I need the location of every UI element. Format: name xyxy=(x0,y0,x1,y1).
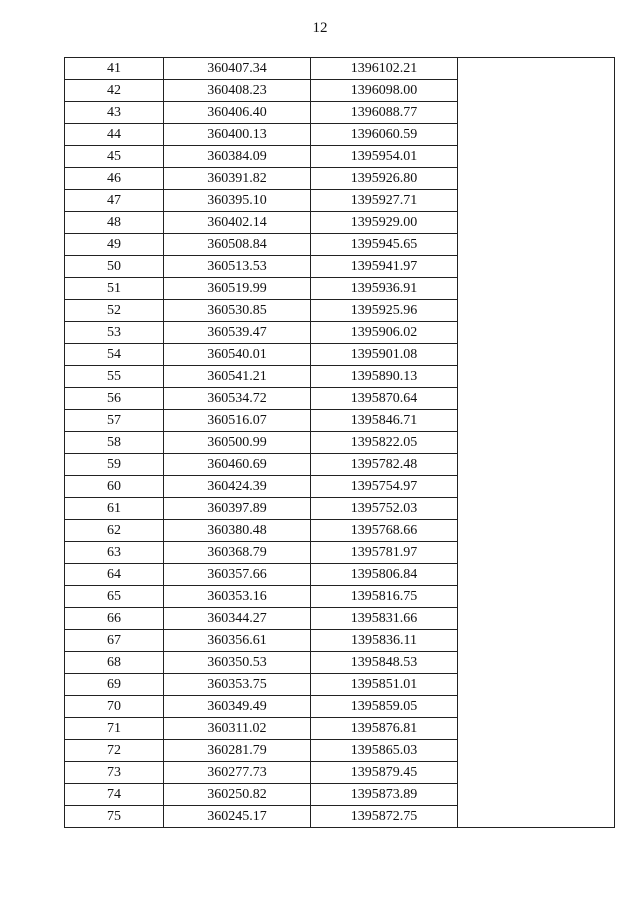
point-number-cell: 71 xyxy=(65,718,164,740)
point-number-cell: 65 xyxy=(65,586,164,608)
x-coordinate-cell: 360344.27 xyxy=(164,608,311,630)
point-number-cell: 75 xyxy=(65,806,164,828)
point-number-cell: 66 xyxy=(65,608,164,630)
x-coordinate-cell: 360402.14 xyxy=(164,212,311,234)
point-number-cell: 69 xyxy=(65,674,164,696)
x-coordinate-cell: 360397.89 xyxy=(164,498,311,520)
y-coordinate-cell: 1395754.97 xyxy=(311,476,458,498)
point-number-cell: 50 xyxy=(65,256,164,278)
x-coordinate-cell: 360311.02 xyxy=(164,718,311,740)
x-coordinate-cell: 360350.53 xyxy=(164,652,311,674)
point-number-cell: 59 xyxy=(65,454,164,476)
point-number-cell: 73 xyxy=(65,762,164,784)
point-number-cell: 57 xyxy=(65,410,164,432)
point-number-cell: 43 xyxy=(65,102,164,124)
x-coordinate-cell: 360281.79 xyxy=(164,740,311,762)
point-number-cell: 64 xyxy=(65,564,164,586)
x-coordinate-cell: 360407.34 xyxy=(164,58,311,80)
y-coordinate-cell: 1395906.02 xyxy=(311,322,458,344)
y-coordinate-cell: 1396098.00 xyxy=(311,80,458,102)
point-number-cell: 44 xyxy=(65,124,164,146)
point-number-cell: 49 xyxy=(65,234,164,256)
x-coordinate-cell: 360406.40 xyxy=(164,102,311,124)
point-number-cell: 42 xyxy=(65,80,164,102)
x-coordinate-cell: 360534.72 xyxy=(164,388,311,410)
x-coordinate-cell: 360277.73 xyxy=(164,762,311,784)
point-number-cell: 72 xyxy=(65,740,164,762)
point-number-cell: 53 xyxy=(65,322,164,344)
x-coordinate-cell: 360349.49 xyxy=(164,696,311,718)
x-coordinate-cell: 360540.01 xyxy=(164,344,311,366)
point-number-cell: 55 xyxy=(65,366,164,388)
point-number-cell: 56 xyxy=(65,388,164,410)
x-coordinate-cell: 360353.16 xyxy=(164,586,311,608)
y-coordinate-cell: 1395768.66 xyxy=(311,520,458,542)
point-number-cell: 48 xyxy=(65,212,164,234)
y-coordinate-cell: 1395781.97 xyxy=(311,542,458,564)
y-coordinate-cell: 1395870.64 xyxy=(311,388,458,410)
point-number-cell: 70 xyxy=(65,696,164,718)
point-number-cell: 68 xyxy=(65,652,164,674)
y-coordinate-cell: 1396102.21 xyxy=(311,58,458,80)
y-coordinate-cell: 1395831.66 xyxy=(311,608,458,630)
y-coordinate-cell: 1395890.13 xyxy=(311,366,458,388)
y-coordinate-cell: 1395816.75 xyxy=(311,586,458,608)
y-coordinate-cell: 1396088.77 xyxy=(311,102,458,124)
x-coordinate-cell: 360424.39 xyxy=(164,476,311,498)
x-coordinate-cell: 360541.21 xyxy=(164,366,311,388)
y-coordinate-cell: 1395851.01 xyxy=(311,674,458,696)
y-coordinate-cell: 1395936.91 xyxy=(311,278,458,300)
point-number-cell: 74 xyxy=(65,784,164,806)
y-coordinate-cell: 1395941.97 xyxy=(311,256,458,278)
x-coordinate-cell: 360384.09 xyxy=(164,146,311,168)
point-number-cell: 63 xyxy=(65,542,164,564)
coordinates-table xyxy=(64,57,615,828)
y-coordinate-cell: 1395806.84 xyxy=(311,564,458,586)
y-coordinate-cell: 1395873.89 xyxy=(311,784,458,806)
y-coordinate-cell: 1395954.01 xyxy=(311,146,458,168)
table-row xyxy=(65,58,615,80)
x-coordinate-cell: 360539.47 xyxy=(164,322,311,344)
point-number-cell: 61 xyxy=(65,498,164,520)
x-coordinate-cell: 360460.69 xyxy=(164,454,311,476)
x-coordinate-cell: 360391.82 xyxy=(164,168,311,190)
y-coordinate-cell: 1396060.59 xyxy=(311,124,458,146)
y-coordinate-cell: 1395872.75 xyxy=(311,806,458,828)
y-coordinate-cell: 1395782.48 xyxy=(311,454,458,476)
x-coordinate-cell: 360245.17 xyxy=(164,806,311,828)
y-coordinate-cell: 1395879.45 xyxy=(311,762,458,784)
point-number-cell: 67 xyxy=(65,630,164,652)
x-coordinate-cell: 360500.99 xyxy=(164,432,311,454)
point-number-cell: 52 xyxy=(65,300,164,322)
page-number: 12 xyxy=(312,20,328,36)
empty-note-cell xyxy=(458,58,615,828)
x-coordinate-cell: 360357.66 xyxy=(164,564,311,586)
y-coordinate-cell: 1395925.96 xyxy=(311,300,458,322)
y-coordinate-cell: 1395901.08 xyxy=(311,344,458,366)
y-coordinate-cell: 1395848.53 xyxy=(311,652,458,674)
y-coordinate-cell: 1395926.80 xyxy=(311,168,458,190)
x-coordinate-cell: 360513.53 xyxy=(164,256,311,278)
y-coordinate-cell: 1395822.05 xyxy=(311,432,458,454)
point-number-cell: 62 xyxy=(65,520,164,542)
point-number-cell: 46 xyxy=(65,168,164,190)
x-coordinate-cell: 360519.99 xyxy=(164,278,311,300)
y-coordinate-cell: 1395836.11 xyxy=(311,630,458,652)
x-coordinate-cell: 360368.79 xyxy=(164,542,311,564)
x-coordinate-cell: 360516.07 xyxy=(164,410,311,432)
x-coordinate-cell: 360508.84 xyxy=(164,234,311,256)
coordinates-table-body xyxy=(65,58,615,828)
x-coordinate-cell: 360395.10 xyxy=(164,190,311,212)
y-coordinate-cell: 1395945.65 xyxy=(311,234,458,256)
point-number-cell: 54 xyxy=(65,344,164,366)
y-coordinate-cell: 1395927.71 xyxy=(311,190,458,212)
x-coordinate-cell: 360400.13 xyxy=(164,124,311,146)
y-coordinate-cell: 1395929.00 xyxy=(311,212,458,234)
x-coordinate-cell: 360356.61 xyxy=(164,630,311,652)
y-coordinate-cell: 1395752.03 xyxy=(311,498,458,520)
x-coordinate-cell: 360250.82 xyxy=(164,784,311,806)
x-coordinate-cell: 360408.23 xyxy=(164,80,311,102)
point-number-cell: 60 xyxy=(65,476,164,498)
x-coordinate-cell: 360380.48 xyxy=(164,520,311,542)
point-number-cell: 47 xyxy=(65,190,164,212)
point-number-cell: 51 xyxy=(65,278,164,300)
x-coordinate-cell: 360530.85 xyxy=(164,300,311,322)
x-coordinate-cell: 360353.75 xyxy=(164,674,311,696)
point-number-cell: 41 xyxy=(65,58,164,80)
point-number-cell: 45 xyxy=(65,146,164,168)
y-coordinate-cell: 1395846.71 xyxy=(311,410,458,432)
y-coordinate-cell: 1395859.05 xyxy=(311,696,458,718)
y-coordinate-cell: 1395865.03 xyxy=(311,740,458,762)
y-coordinate-cell: 1395876.81 xyxy=(311,718,458,740)
point-number-cell: 58 xyxy=(65,432,164,454)
